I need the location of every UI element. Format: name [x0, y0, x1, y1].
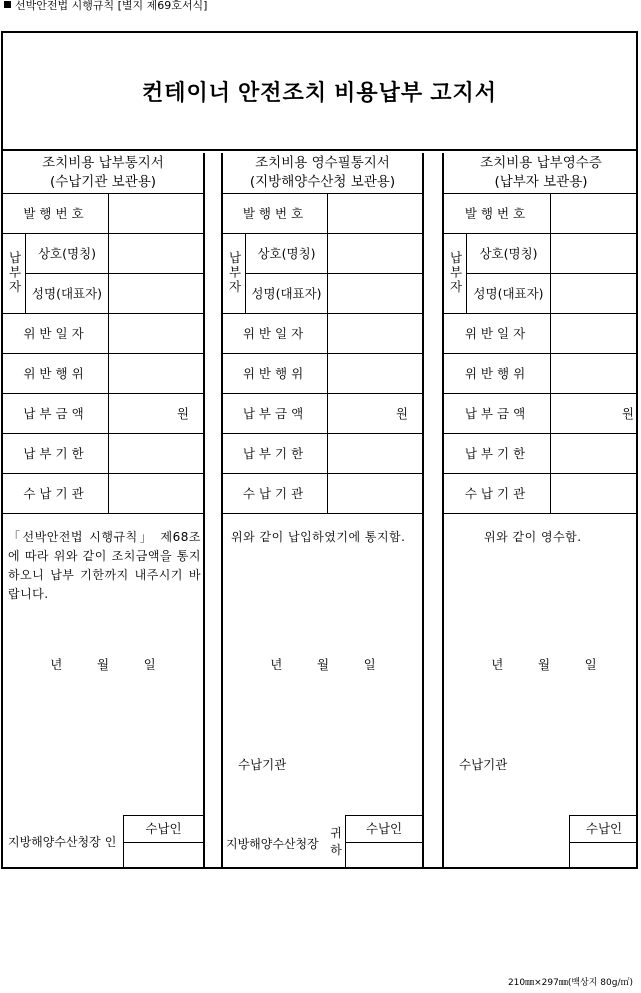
- stamp-box[interactable]: [124, 843, 203, 869]
- label-issue-number: 발행번호: [23, 206, 88, 221]
- label-company: 상호(명칭): [479, 246, 538, 261]
- amount-unit: 원: [395, 406, 408, 421]
- value-amount[interactable]: [109, 393, 203, 433]
- title-area: [3, 33, 636, 151]
- panel-title-sub: (납부자 보관용): [494, 174, 588, 190]
- value-violation-act[interactable]: [551, 353, 638, 393]
- value-violation-date[interactable]: [551, 313, 638, 353]
- form-reference-text: 선박안전법 시행규칙 [별지 제69호서식]: [15, 0, 208, 12]
- date-day: 일: [363, 657, 376, 672]
- label-deadline: 납부기한: [242, 446, 308, 461]
- label-violation-date: 위반일자: [464, 326, 530, 341]
- label-amount: 납부금액: [23, 406, 88, 421]
- receiver-label: 수납기관: [238, 757, 287, 772]
- value-violation-date[interactable]: [109, 313, 203, 353]
- form-title: 컨테이너 안전조치 비용납부 고지서: [141, 79, 498, 105]
- value-deadline[interactable]: [551, 433, 638, 473]
- square-bullet-icon: [4, 1, 11, 8]
- panel-title-main: 조치비용 납부영수증: [480, 155, 602, 171]
- stamp-label: 수납인: [145, 821, 182, 836]
- stamp-label: 수납인: [585, 821, 623, 836]
- value-representative[interactable]: [328, 273, 422, 313]
- panel-title: [3, 153, 203, 193]
- label-violation-date: 위반일자: [242, 326, 308, 341]
- value-amount[interactable]: [551, 393, 638, 433]
- label-violation-date: 위반일자: [23, 326, 88, 341]
- date-month: 월: [537, 657, 551, 672]
- form-frame: [1, 31, 638, 869]
- notice-body: 위와 같이 영수함.: [484, 530, 582, 544]
- date-year: 년: [270, 657, 283, 672]
- label-violation-act: 위반행위: [23, 366, 88, 381]
- label-deadline: 납부기한: [464, 446, 530, 461]
- value-representative[interactable]: [551, 273, 638, 313]
- value-representative[interactable]: [109, 273, 203, 313]
- notice-body: 「선박안전법 시행규칙」 제68조에 따라 위와 같이 조치금액을 통지하오니 납부 기한까지 내주시기 바랍니다.: [8, 530, 201, 601]
- date-day: 일: [584, 657, 597, 672]
- panel-title-sub: (수납기관 보관용): [49, 174, 157, 190]
- label-receiver: 수납기관: [23, 486, 88, 501]
- label-payer-group: 납부자: [227, 251, 242, 295]
- value-company[interactable]: [551, 233, 638, 273]
- signer-addressee: 귀하: [330, 826, 342, 857]
- label-representative: 성명(대표자): [31, 286, 103, 301]
- label-payer-group: 납부자: [7, 251, 22, 295]
- panel-title-sub: (지방해양수산청 보관용): [249, 174, 396, 190]
- value-issue-number[interactable]: [328, 193, 422, 233]
- label-issue-number: 발행번호: [242, 206, 308, 221]
- label-representative: 성명(대표자): [251, 286, 322, 301]
- value-deadline[interactable]: [109, 433, 203, 473]
- panel-title: [444, 153, 638, 193]
- issue-date: [33, 655, 173, 673]
- amount-unit: 원: [176, 406, 189, 421]
- notice-body: 위와 같이 납입하였기에 통지함.: [231, 530, 406, 544]
- date-year: 년: [50, 657, 63, 672]
- label-deadline: 납부기한: [23, 446, 88, 461]
- form-reference: [4, 0, 207, 13]
- date-month: 월: [96, 657, 110, 672]
- receiver-label: 수납기관: [459, 757, 508, 772]
- value-violation-date[interactable]: [328, 313, 422, 353]
- date-day: 일: [143, 657, 156, 672]
- signer-seal: 인: [104, 835, 117, 849]
- label-company: 상호(명칭): [37, 246, 97, 261]
- panel-receipt-notice: [221, 153, 424, 869]
- value-violation-act[interactable]: [109, 353, 203, 393]
- signer-title: 지방해양수산청장: [226, 837, 319, 851]
- label-payer-group: 납부자: [448, 251, 463, 295]
- label-violation-act: 위반행위: [242, 366, 308, 381]
- value-issue-number[interactable]: [109, 193, 203, 233]
- label-representative: 성명(대표자): [473, 286, 544, 301]
- date-year: 년: [491, 657, 504, 672]
- value-receiver[interactable]: [109, 473, 203, 513]
- value-receiver[interactable]: [551, 473, 638, 513]
- signer-line: [8, 833, 116, 850]
- value-company[interactable]: [109, 233, 203, 273]
- label-amount: 납부금액: [242, 406, 308, 421]
- issue-date: [474, 655, 614, 673]
- amount-unit: 원: [621, 406, 634, 421]
- panel-payment-receipt: [442, 153, 638, 869]
- date-month: 월: [316, 657, 330, 672]
- issue-date: [253, 655, 393, 673]
- value-receiver[interactable]: [328, 473, 422, 513]
- label-receiver: 수납기관: [242, 486, 308, 501]
- label-issue-number: 발행번호: [464, 206, 530, 221]
- value-violation-act[interactable]: [328, 353, 422, 393]
- value-company[interactable]: [328, 233, 422, 273]
- panel-title-main: 조치비용 납부통지서: [42, 155, 164, 171]
- label-receiver: 수납기관: [464, 486, 530, 501]
- panel-title-main: 조치비용 영수필통지서: [255, 155, 390, 171]
- paper-spec-note: 210㎜×297㎜(백상지 80g/㎡): [507, 978, 633, 988]
- panel-title: [223, 153, 422, 193]
- panel-payment-notice: [3, 153, 205, 869]
- value-amount[interactable]: [328, 393, 422, 433]
- label-violation-act: 위반행위: [464, 366, 530, 381]
- label-amount: 납부금액: [464, 406, 530, 421]
- stamp-box[interactable]: [570, 843, 638, 869]
- value-issue-number[interactable]: [551, 193, 638, 233]
- stamp-box[interactable]: [346, 843, 422, 869]
- stamp-label: 수납인: [365, 821, 403, 836]
- label-company: 상호(명칭): [257, 246, 316, 261]
- signer-title: 지방해양수산청장: [8, 835, 101, 849]
- value-deadline[interactable]: [328, 433, 422, 473]
